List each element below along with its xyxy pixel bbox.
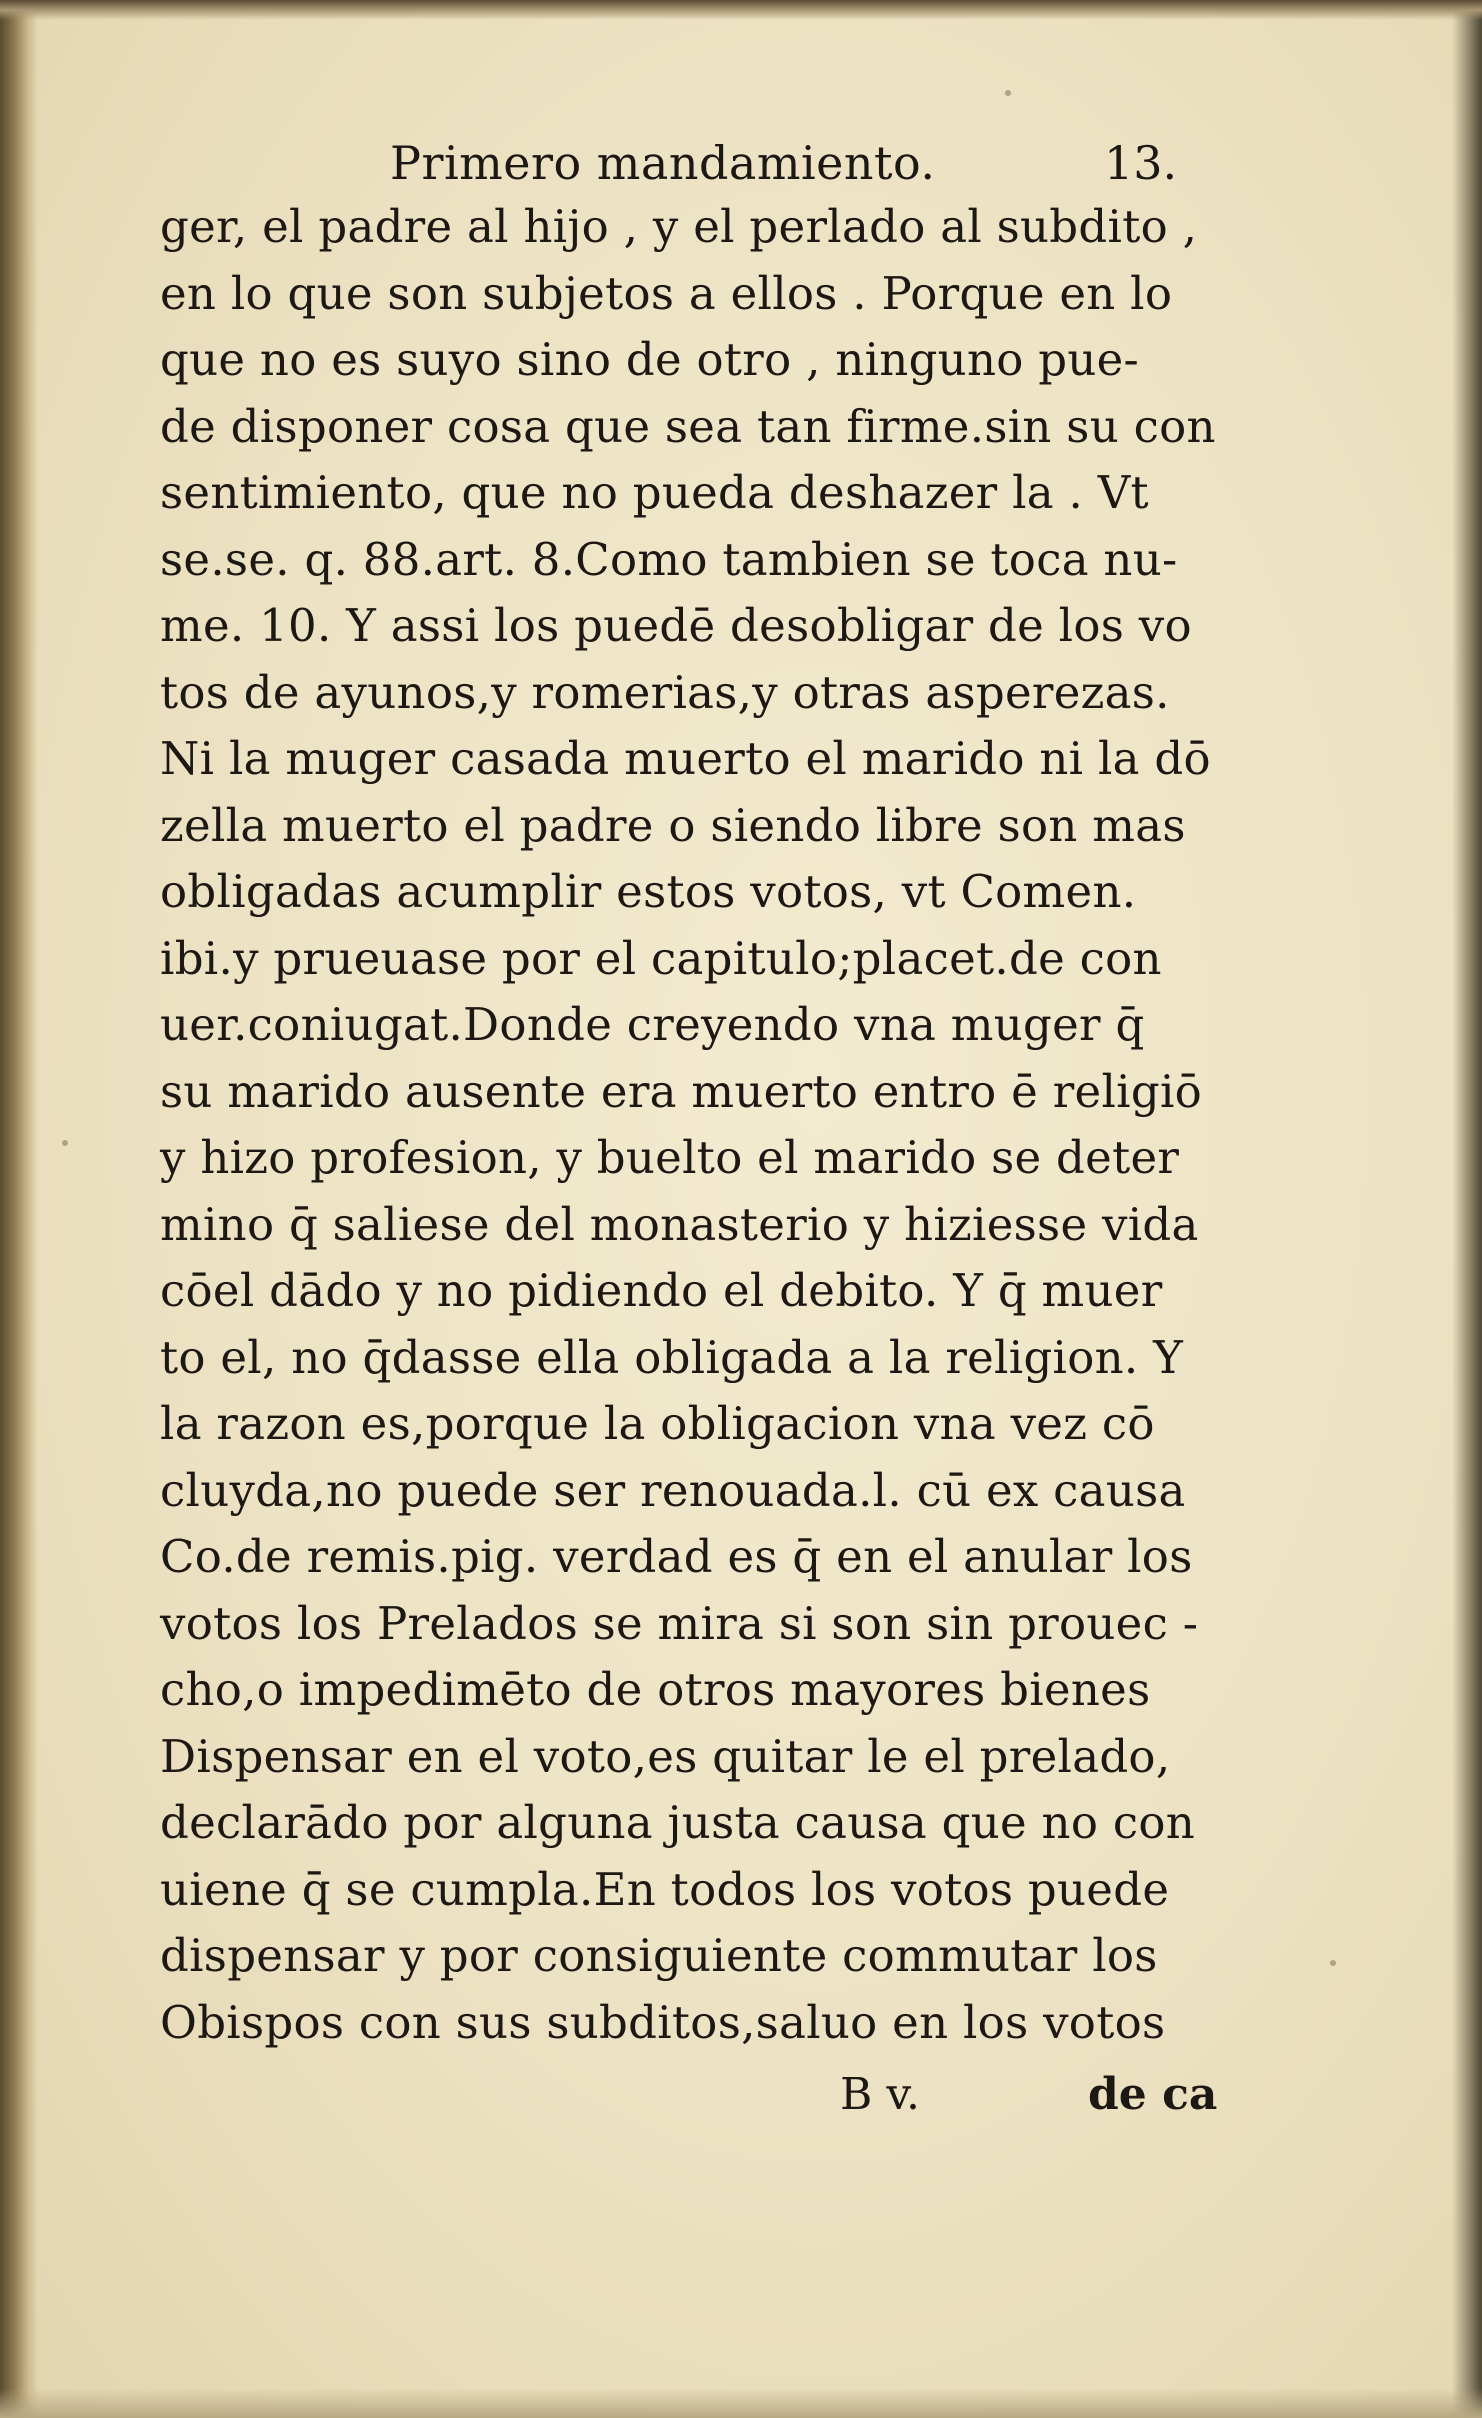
text-line: ibi.y prueuase por el capitulo;placet.de con xyxy=(160,931,1162,985)
text-line: y hizo profesion, y buelto el marido se deter xyxy=(160,1131,1180,1184)
signature-mark: B v. xyxy=(840,2069,920,2120)
text-line: Co.de remis.pig. verdad es q̄ en el anular los xyxy=(160,1530,1193,1583)
text-line: obligadas acumplir estos votos, vt Comen. xyxy=(160,865,1137,918)
text-line: uiene q̄ se cumpla.En todos los votos puede xyxy=(160,1862,1170,1916)
text-line: mino q̄ saliese del monasterio y hiziesse vida xyxy=(160,1197,1199,1251)
text-line: la razon es,porque la obligacion vna vez cō xyxy=(160,1397,1155,1450)
text-line: dispensar y por consiguiente commutar los xyxy=(160,1929,1158,1982)
text-line: en lo que son subjetos a ellos . Porque en lo xyxy=(160,266,1173,320)
running-title: Primero mandamiento. xyxy=(390,136,936,190)
text-line: de disponer cosa que sea tan firme.sin su con xyxy=(160,399,1216,453)
text-line: tos de ayunos,y romerias,y otras asperezas. xyxy=(160,665,1170,719)
catchword: de ca xyxy=(1088,2069,1218,2120)
binding-edge xyxy=(0,0,38,2418)
text-line: que no es suyo sino de otro , ninguno pue- xyxy=(160,333,1140,386)
text-line: cho,o impedimēto de otros mayores bienes xyxy=(160,1663,1151,1716)
text-line: to el, no q̄dasse ella obligada a la religion. Y xyxy=(160,1330,1184,1384)
text-line: declarādo por alguna justa causa que no con xyxy=(160,1796,1196,1849)
page-footer xyxy=(160,2060,1240,2130)
text-line: uer.coniugat.Donde creyendo vna muger q̄ xyxy=(160,998,1145,1051)
text-line: zella muerto el padre o siendo libre son mas xyxy=(160,798,1186,852)
text-line: votos los Prelados se mira si son sin prouec - xyxy=(160,1596,1199,1650)
folio-number: 13. xyxy=(1104,136,1178,190)
text-block xyxy=(160,132,1240,2130)
paper-speck xyxy=(1330,1960,1336,1966)
bottom-edge xyxy=(0,2388,1482,2418)
text-line: Dispensar en el voto,es quitar le el prelado, xyxy=(160,1729,1171,1783)
text-line: cluyda,no puede ser renouada.l. cū ex causa xyxy=(160,1463,1186,1517)
body-text xyxy=(160,194,1240,2056)
text-line: se.se. q. 88.art. 8.Como tambien se toca nu- xyxy=(160,532,1178,586)
text-line: Obispos con sus subditos,saluo en los votos xyxy=(160,1995,1166,2049)
page-edge xyxy=(1452,0,1482,2418)
text-line: su marido ausente era muerto entro ē religiō xyxy=(160,1064,1203,1118)
text-line: ger, el padre al hijo , y el perlado al subdito , xyxy=(160,200,1198,253)
text-line: Ni la muger casada muerto el marido ni la dō xyxy=(160,732,1211,785)
top-edge xyxy=(0,0,1482,20)
paper-speck xyxy=(1005,90,1011,96)
text-line: cōel dādo y no pidiendo el debito. Y q̄ muer xyxy=(160,1264,1163,1317)
paper-speck xyxy=(62,1140,68,1146)
text-line: me. 10. Y assi los puedē desobligar de los vo xyxy=(160,599,1192,652)
text-line: sentimiento, que no pueda deshazer la . Vt xyxy=(160,466,1149,519)
running-head xyxy=(160,132,1240,194)
